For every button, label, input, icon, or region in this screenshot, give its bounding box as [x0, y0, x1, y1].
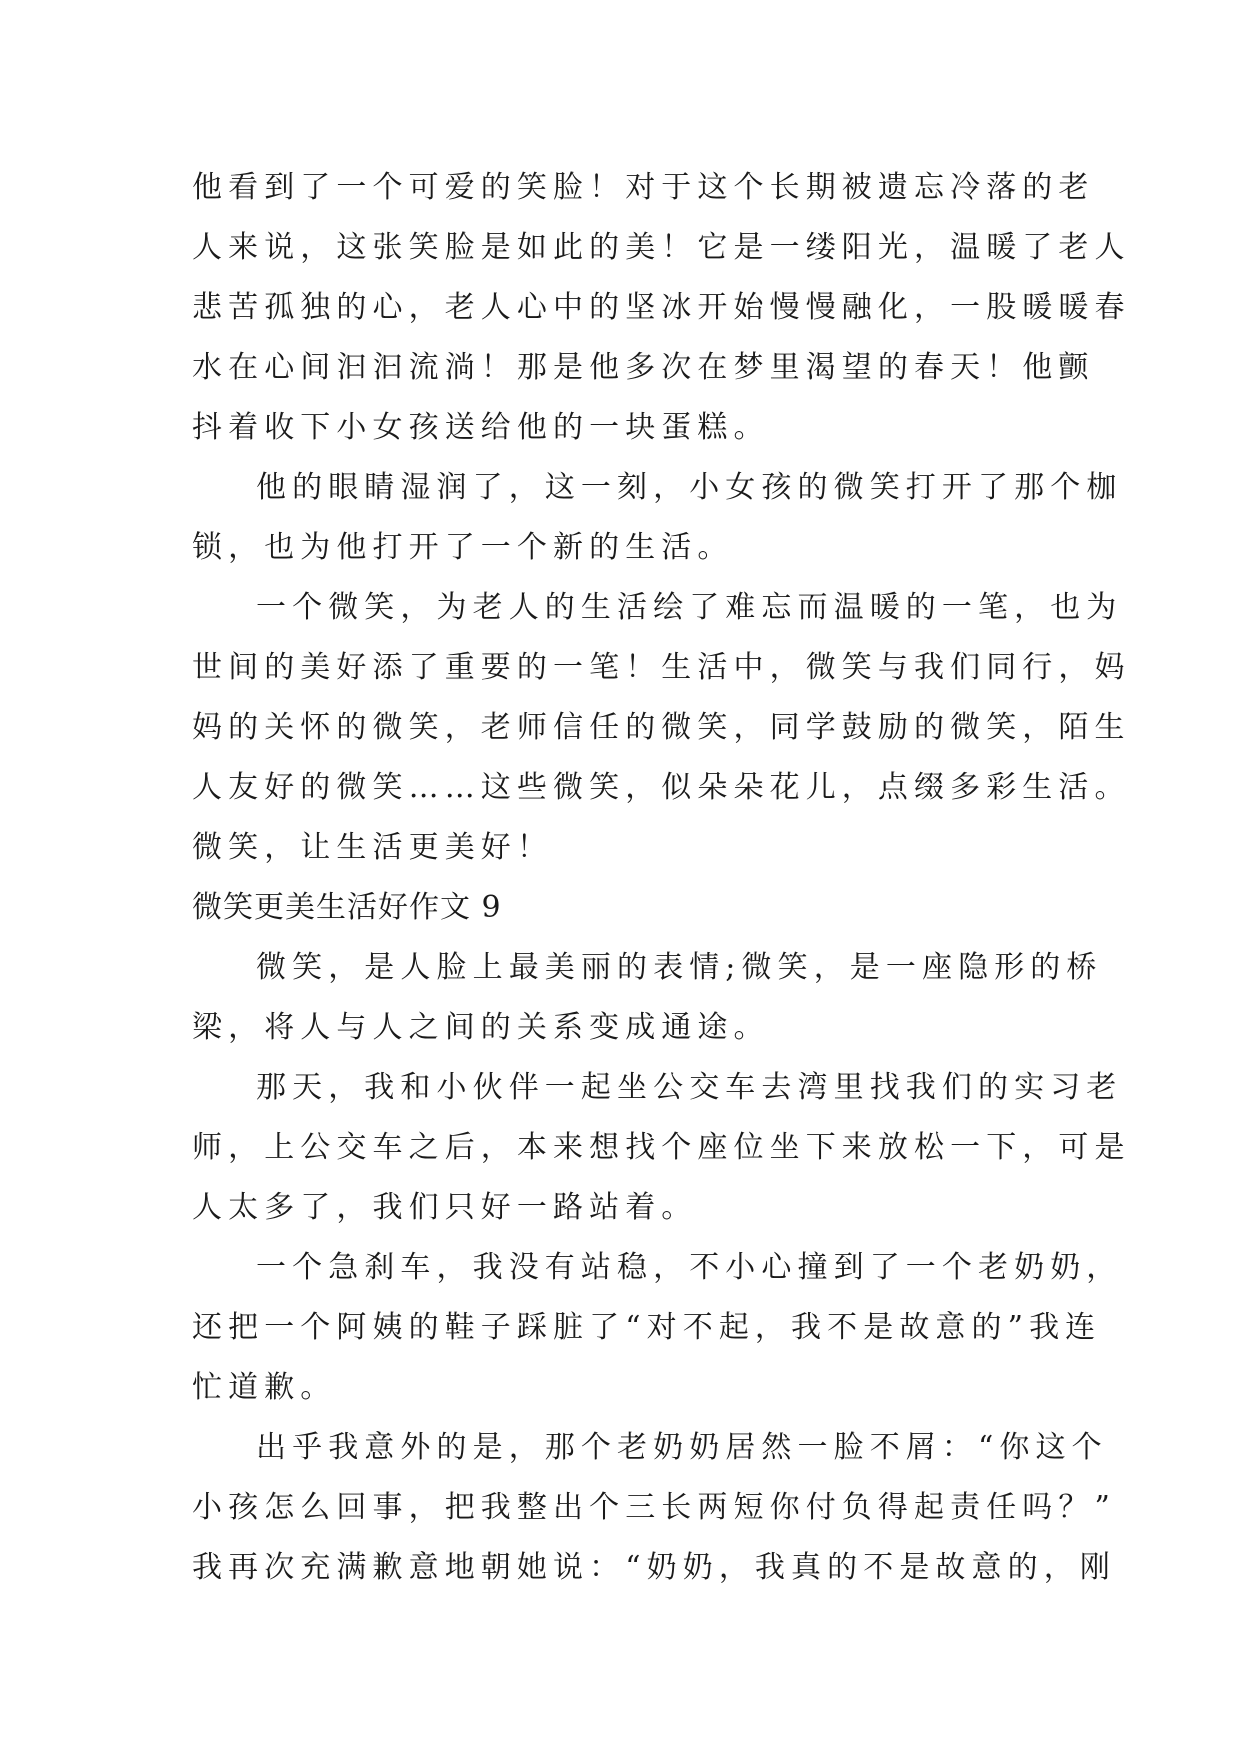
section-heading: 微笑更美生活好作文 9 — [192, 890, 502, 925]
text-line: 人友好的微笑……这些微笑，似朵朵花儿，点缀多彩生活。 — [192, 770, 1131, 805]
text-line: 人来说，这张笑脸是如此的美！它是一缕阳光，温暖了老人 — [192, 230, 1131, 265]
text-line: 忙道歉。 — [192, 1370, 337, 1405]
text-line: 抖着收下小女孩送给他的一块蛋糕。 — [192, 410, 770, 445]
text-line: 一个微笑，为老人的生活绘了难忘而温暖的一笔，也为 — [256, 590, 1123, 625]
text-line: 师，上公交车之后，本来想找个座位坐下来放松一下，可是 — [192, 1130, 1131, 1165]
text-line: 小孩怎么回事，把我整出个三长两短你付负得起责任吗？” — [192, 1490, 1116, 1525]
text-line: 他的眼睛湿润了，这一刻，小女孩的微笑打开了那个枷 — [256, 470, 1123, 505]
text-line: 世间的美好添了重要的一笔！生活中，微笑与我们同行，妈 — [192, 650, 1131, 685]
text-line: 那天，我和小伙伴一起坐公交车去湾里找我们的实习老 — [256, 1070, 1123, 1105]
text-line: 我再次充满歉意地朝她说：“奶奶，我真的不是故意的，刚 — [192, 1550, 1116, 1585]
text-line: 微笑，是人脸上最美丽的表情;微笑，是一座隐形的桥 — [256, 950, 1103, 985]
text-line: 锁，也为他打开了一个新的生活。 — [192, 530, 734, 565]
text-line: 他看到了一个可爱的笑脸！对于这个长期被遗忘冷落的老 — [192, 170, 1095, 205]
text-line: 妈的关怀的微笑，老师信任的微笑，同学鼓励的微笑，陌生 — [192, 710, 1131, 745]
text-line: 出乎我意外的是，那个老奶奶居然一脸不屑：“你这个 — [256, 1430, 1108, 1465]
text-line: 水在心间汩汩流淌！那是他多次在梦里渴望的春天！他颤 — [192, 350, 1095, 385]
text-line: 微笑，让生活更美好！ — [192, 830, 553, 865]
text-line: 梁，将人与人之间的关系变成通途。 — [192, 1010, 770, 1045]
text-line: 一个急刹车，我没有站稳，不小心撞到了一个老奶奶， — [256, 1250, 1123, 1285]
text-line: 人太多了，我们只好一路站着。 — [192, 1190, 698, 1225]
text-line: 悲苦孤独的心，老人心中的坚冰开始慢慢融化，一股暖暖春 — [192, 290, 1131, 325]
text-line: 还把一个阿姨的鞋子踩脏了“对不起，我不是故意的”我连 — [192, 1310, 1102, 1345]
